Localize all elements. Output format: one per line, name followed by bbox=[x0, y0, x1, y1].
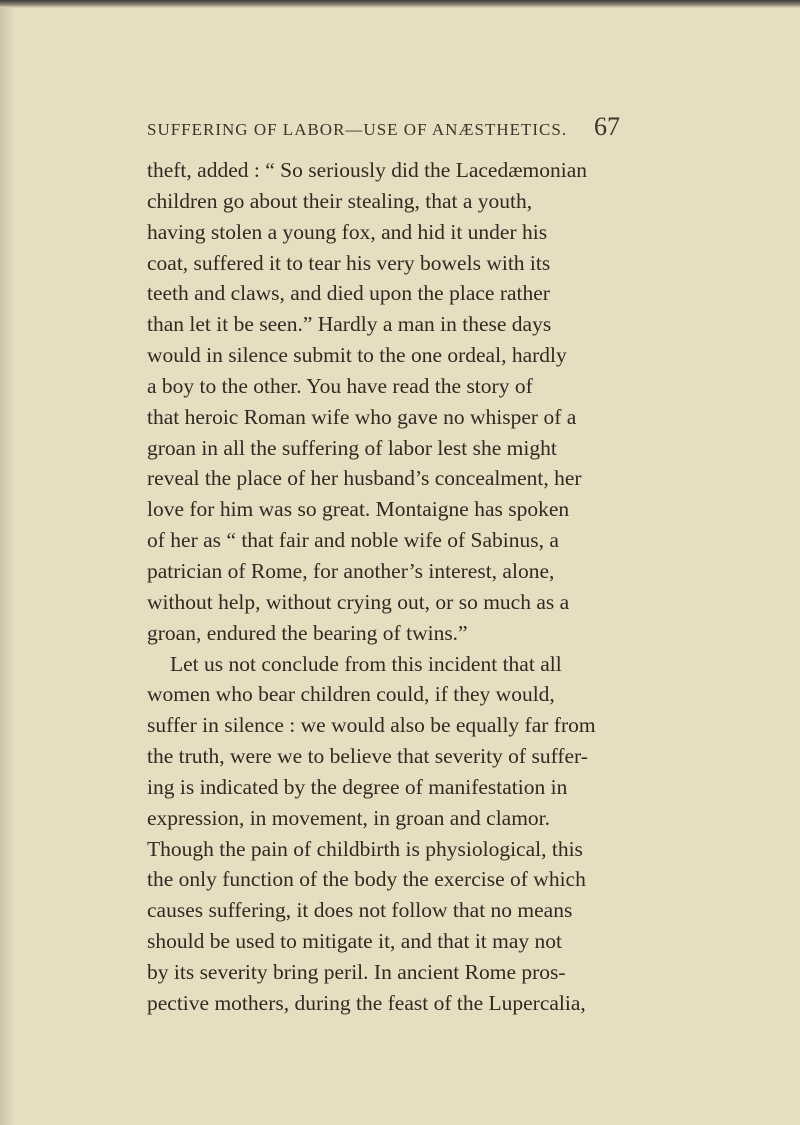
text-line: having stolen a young fox, and hid it under his bbox=[147, 219, 548, 244]
text-line: patrician of Rome, for another’s interest, alone, bbox=[147, 558, 555, 583]
text-line: theft, added : “ So seriously did the Lacedæmonian bbox=[147, 158, 588, 182]
running-head-title: SUFFERING OF LABOR—USE OF ANÆSTHETICS. bbox=[147, 120, 568, 139]
running-head bbox=[147, 112, 687, 146]
text-line: ing is indicated by the degree of manifestation in bbox=[147, 774, 568, 799]
text-line: a boy to the other. You have read the story of bbox=[147, 373, 533, 398]
text-line: groan in all the suffering of labor lest she might bbox=[147, 435, 557, 460]
page-left-edge bbox=[0, 8, 14, 1125]
text-line: without help, without crying out, or so much as a bbox=[147, 589, 570, 614]
text-line: groan, endured the bearing of twins.” bbox=[147, 620, 468, 645]
text-line: than let it be seen.” Hardly a man in these days bbox=[147, 312, 552, 337]
paragraph-first-line: Let us not conclude from this incident that all bbox=[170, 651, 562, 676]
text-line: the truth, were we to believe that severity of suffer- bbox=[147, 744, 588, 769]
page-top-shadow bbox=[0, 0, 800, 8]
text-line: reveal the place of her husband’s concealment, her bbox=[147, 466, 582, 491]
text-line: children go about their stealing, that a youth, bbox=[147, 188, 533, 213]
text-line: causes suffering, it does not follow that no means bbox=[147, 898, 573, 923]
text-line: would in silence submit to the one ordeal, hardly bbox=[147, 343, 567, 368]
text-line: expression, in movement, in groan and clamor. bbox=[147, 805, 551, 830]
text-line: coat, suffered it to tear his very bowels with its bbox=[147, 250, 551, 275]
text-line: pective mothers, during the feast of the Lupercalia, bbox=[147, 990, 586, 1015]
text-line: that heroic Roman wife who gave no whisper of a bbox=[147, 404, 577, 429]
page-number: 67 bbox=[594, 112, 620, 141]
body-text bbox=[147, 155, 707, 1019]
text-line: suffer in silence : we would also be equally far from bbox=[147, 713, 596, 738]
text-line: love for him was so great. Montaigne has spoken bbox=[147, 497, 570, 522]
text-line: should be used to mitigate it, and that it may not bbox=[147, 929, 563, 954]
text-line: women who bear children could, if they would, bbox=[147, 682, 555, 707]
text-line: teeth and claws, and died upon the place rather bbox=[147, 281, 550, 306]
text-line: Though the pain of childbirth is physiological, this bbox=[147, 836, 583, 861]
text-line: by its severity bring peril. In ancient Rome pros- bbox=[147, 959, 566, 984]
text-line: of her as “ that fair and noble wife of Sabinus, a bbox=[147, 528, 559, 553]
text-line: the only function of the body the exercise of which bbox=[147, 867, 586, 892]
